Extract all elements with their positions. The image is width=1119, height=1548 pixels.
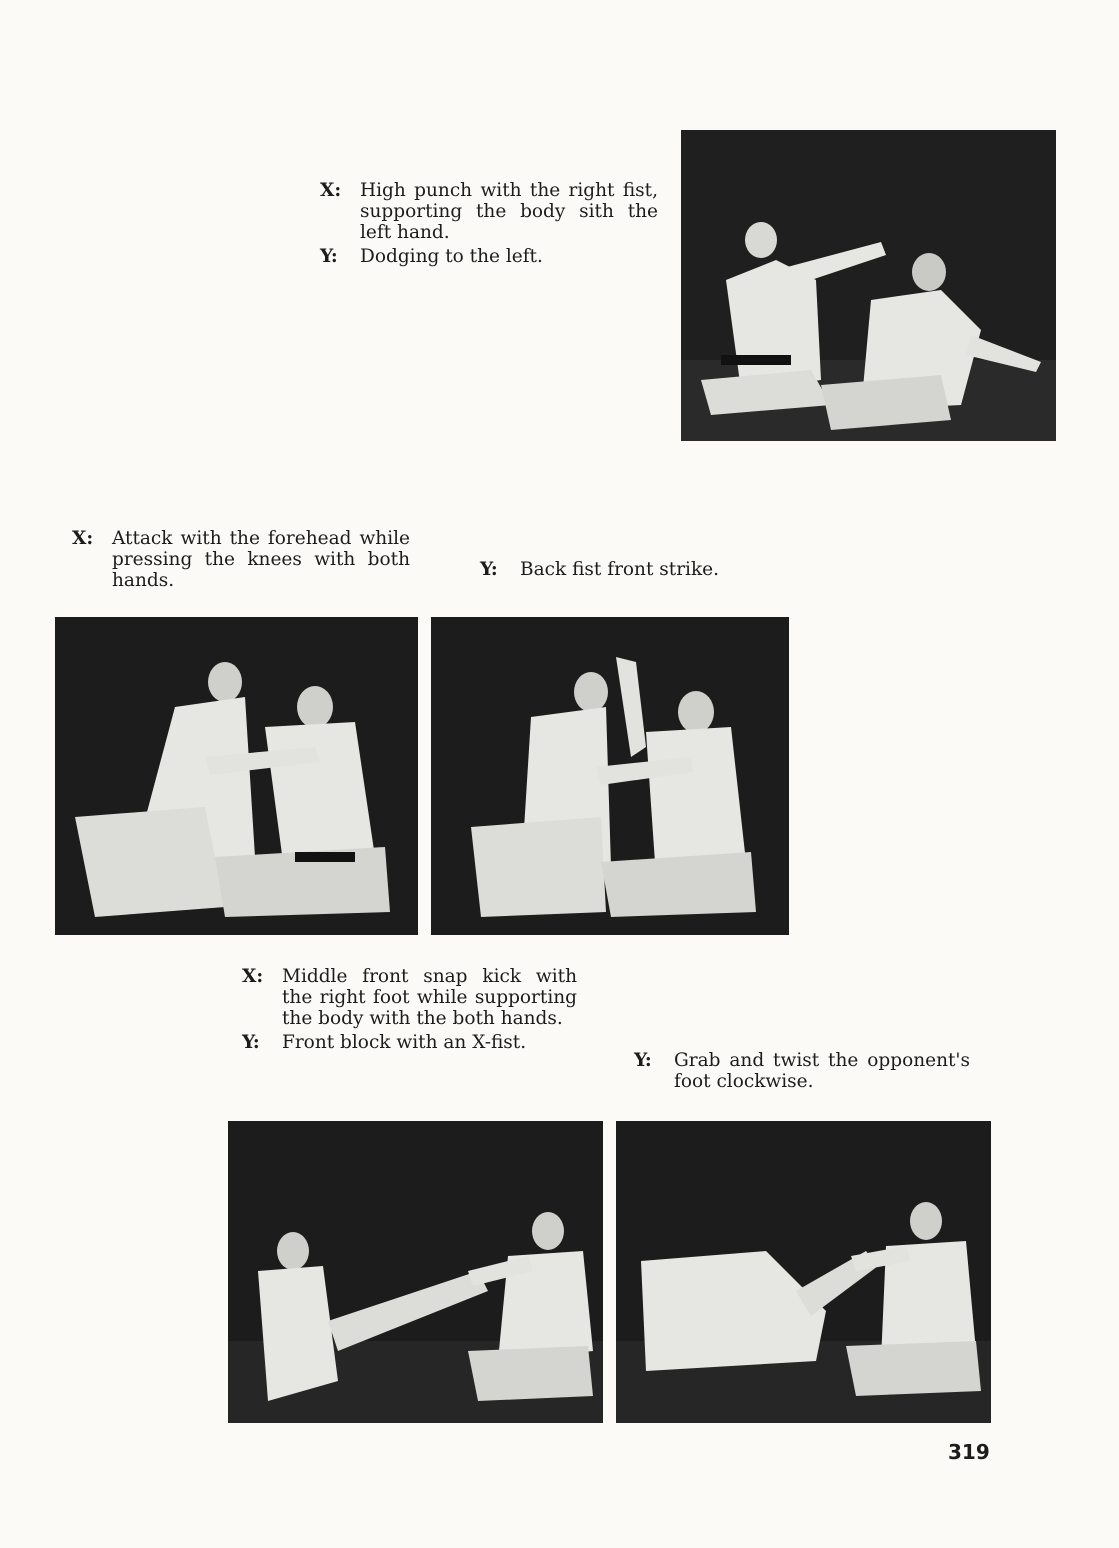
caption-1: [320, 180, 658, 270]
caption-line: [634, 1050, 970, 1092]
photo-forehead-attack: [55, 617, 418, 935]
caption-label: Y:: [242, 1032, 260, 1053]
caption-text: Middle front snap kick with the right foot while supporting the body with the both hands.: [282, 966, 577, 1029]
photo-snap-kick-block: [228, 1121, 603, 1423]
caption-line: [320, 246, 658, 267]
caption-line: [242, 1032, 577, 1053]
caption-3y-right: [634, 1050, 970, 1095]
caption-label: X:: [72, 528, 94, 549]
caption-line: [242, 966, 577, 1029]
photo-high-punch: [681, 130, 1056, 441]
caption-2x: [72, 528, 410, 594]
caption-label: X:: [320, 180, 342, 201]
caption-label: Y:: [320, 246, 338, 267]
caption-label: Y:: [480, 559, 498, 580]
caption-line: [320, 180, 658, 243]
caption-label: Y:: [634, 1050, 652, 1071]
caption-2y: [480, 559, 780, 583]
caption-text: High punch with the right fist, supporting the body sith the left hand.: [360, 180, 658, 243]
caption-text: Attack with the forehead while pressing the knees with both hands.: [112, 528, 410, 591]
caption-text: Grab and twist the opponent's foot clockwise.: [674, 1050, 970, 1092]
caption-line: [72, 528, 410, 591]
caption-text: Dodging to the left.: [360, 246, 543, 267]
page-number: 319: [948, 1440, 990, 1464]
caption-text: Front block with an X-fist.: [282, 1032, 527, 1053]
photo-grab-twist-foot: [616, 1121, 991, 1423]
photo-back-fist: [431, 617, 789, 935]
caption-3: [242, 966, 577, 1056]
caption-line: [480, 559, 780, 580]
caption-text: Back fist front strike.: [520, 559, 720, 580]
caption-label: X:: [242, 966, 264, 987]
